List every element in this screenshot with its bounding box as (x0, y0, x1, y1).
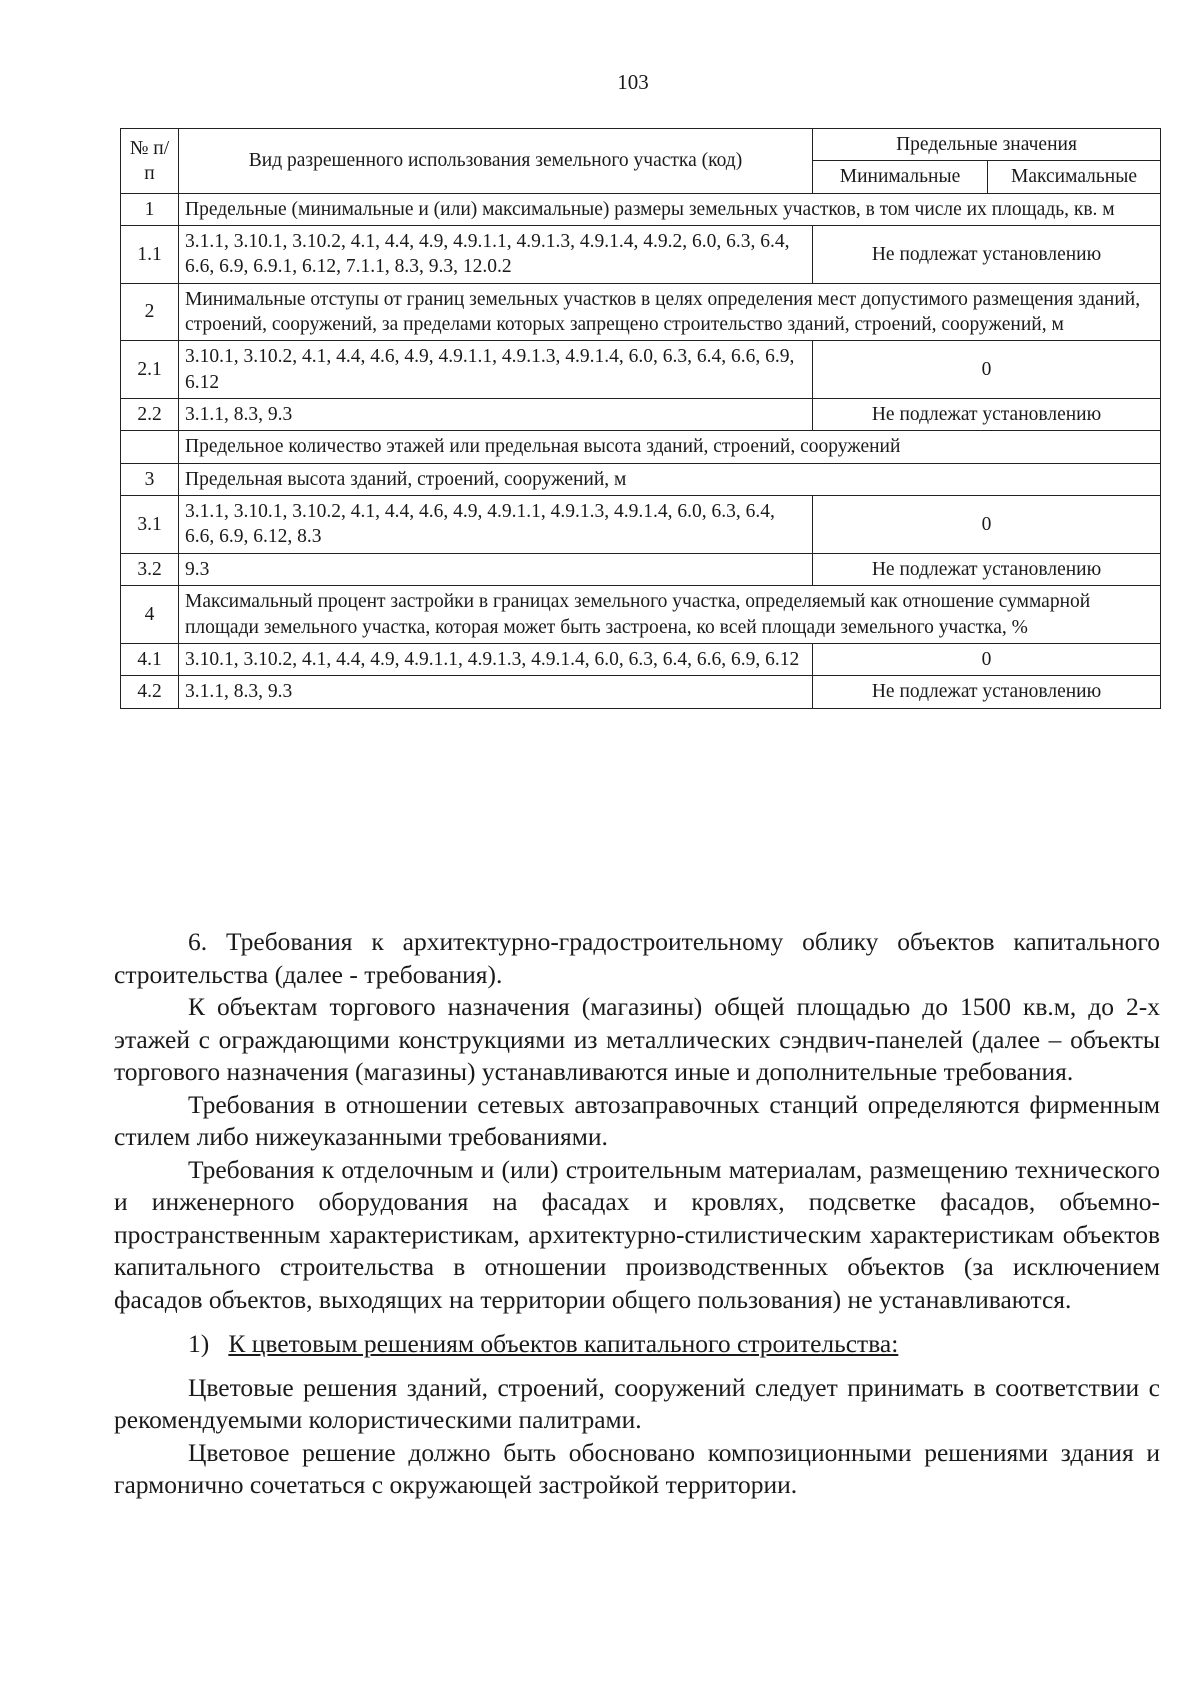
row-num: 3.1 (121, 496, 179, 554)
header-limits: Предельные значения (813, 129, 1161, 161)
header-num: № п/п (121, 129, 179, 194)
table-row (121, 399, 1161, 431)
row-num: 3 (121, 463, 179, 495)
page-number: 103 (617, 70, 649, 94)
table-row (121, 586, 1161, 644)
table-header-row (121, 129, 1161, 161)
row-num: 1.1 (121, 226, 179, 284)
row-num: 4 (121, 586, 179, 644)
row-num: 1 (121, 193, 179, 225)
list-item-heading: К цветовым решениям объектов капитального строительства: (228, 1329, 899, 1358)
row-num: 2.2 (121, 399, 179, 431)
table-row (121, 226, 1161, 284)
table-row (121, 283, 1161, 341)
row-num: 2 (121, 283, 179, 341)
table-row (121, 643, 1161, 675)
table-row (121, 431, 1161, 463)
row-section-text: Предельные (минимальные и (или) максимальные) размеры земельных участков, в том числе их площадь, кв. м (179, 193, 1161, 225)
table-row (121, 496, 1161, 554)
header-min: Минимальные (813, 161, 988, 193)
row-value: Не подлежат установлению (813, 226, 1161, 284)
table-row (121, 676, 1161, 708)
row-num: 2.1 (121, 341, 179, 399)
paragraph-color-composition: Цветовое решение должно быть обосновано композиционными решениями здания и гармонично сочетаться с окружающей застройкой территории. (114, 1437, 1160, 1499)
table-row (121, 463, 1161, 495)
row-codes: 3.10.1, 3.10.2, 4.1, 4.4, 4.9, 4.9.1.1, 4.9.1.3, 4.9.1.4, 6.0, 6.3, 6.4, 6.6, 6.9, 6.12 (179, 643, 813, 675)
row-num: 4.1 (121, 643, 179, 675)
row-num (121, 431, 179, 463)
row-value: 0 (813, 643, 1161, 675)
table-row (121, 341, 1161, 399)
row-codes: 3.10.1, 3.10.2, 4.1, 4.4, 4.6, 4.9, 4.9.1.1, 4.9.1.3, 4.9.1.4, 6.0, 6.3, 6.4, 6.6, 6.9, 6.12 (179, 341, 813, 399)
paragraph-requirements-intro: 6. Требования к архитектурно-градостроительному облику объектов капитального строительства (далее - требования). (114, 927, 1160, 989)
header-max: Максимальные (988, 161, 1161, 193)
row-codes: 3.1.1, 3.10.1, 3.10.2, 4.1, 4.4, 4.9, 4.9.1.1, 4.9.1.3, 4.9.1.4, 4.9.2, 6.0, 6.3, 6.4, 6.6, 6.9, 6.9.1, 6.12, 7.1.1, 8.3, 9.3, 12.0.2 (179, 226, 813, 284)
row-num: 3.2 (121, 553, 179, 585)
paragraph-retail-objects: К объектам торгового назначения (магазины) общей площадью до 1500 кв.м, до 2-х этажей с ограждающими конструкциями из металлических сэндвич-панелей (далее – объекты торгового назначения (магазины) устанавливаются иные и дополнительные требования. (114, 992, 1160, 1086)
limits-table (120, 128, 1161, 709)
paragraph-color-palettes: Цветовые решения зданий, строений, сооружений следует принимать в соответствии с рекомендуемыми колористическими палитрами. (114, 1372, 1160, 1434)
list-item-number: 1) (188, 1329, 210, 1358)
row-value: 0 (813, 341, 1161, 399)
paragraph-gas-stations: Требования в отношении сетевых автозаправочных станций определяются фирменным стилем либо нижеуказанными требованиями. (114, 1089, 1160, 1151)
row-codes: 3.1.1, 3.10.1, 3.10.2, 4.1, 4.4, 4.6, 4.9, 4.9.1.1, 4.9.1.3, 4.9.1.4, 6.0, 6.3, 6.4, 6.6, 6.9, 6.12, 8.3 (179, 496, 813, 554)
row-section-text: Предельная высота зданий, строений, сооружений, м (179, 463, 1161, 495)
list-item-color-solutions (114, 1328, 1160, 1361)
row-section-text: Минимальные отступы от границ земельных участков в целях определения мест допустимого размещения зданий, строений, сооружений, за пределами которых запрещено строительство зданий, строений, сооружений, м (179, 283, 1161, 341)
table-row (121, 553, 1161, 585)
row-section-text: Предельное количество этажей или предельная высота зданий, строений, сооружений (179, 431, 1161, 463)
row-section-text: Максимальный процент застройки в границах земельного участка, определяемый как отношение суммарной площади земельного участка, которая может быть застроена, ко всей площади земельного участка, % (179, 586, 1161, 644)
row-value: Не подлежат установлению (813, 676, 1161, 708)
row-value: Не подлежат установлению (813, 399, 1161, 431)
row-value: Не подлежат установлению (813, 553, 1161, 585)
row-codes: 3.1.1, 8.3, 9.3 (179, 399, 813, 431)
row-codes: 3.1.1, 8.3, 9.3 (179, 676, 813, 708)
row-value: 0 (813, 496, 1161, 554)
header-kind: Вид разрешенного использования земельного участка (код) (179, 129, 813, 194)
body-text (114, 926, 1160, 1502)
row-num: 4.2 (121, 676, 179, 708)
paragraph-industrial-objects: Требования к отделочным и (или) строительным материалам, размещению технического и инженерного оборудования на фасадах и кровлях, подсветке фасадов, объемно-пространственным характеристикам, архитектурно-стилистическим характеристикам объектов капитального строительства в отношении производственных объектов (за исключением фасадов объектов, выходящих на территории общего пользования) не устанавливаются. (114, 1154, 1160, 1314)
row-codes: 9.3 (179, 553, 813, 585)
table-row (121, 193, 1161, 225)
